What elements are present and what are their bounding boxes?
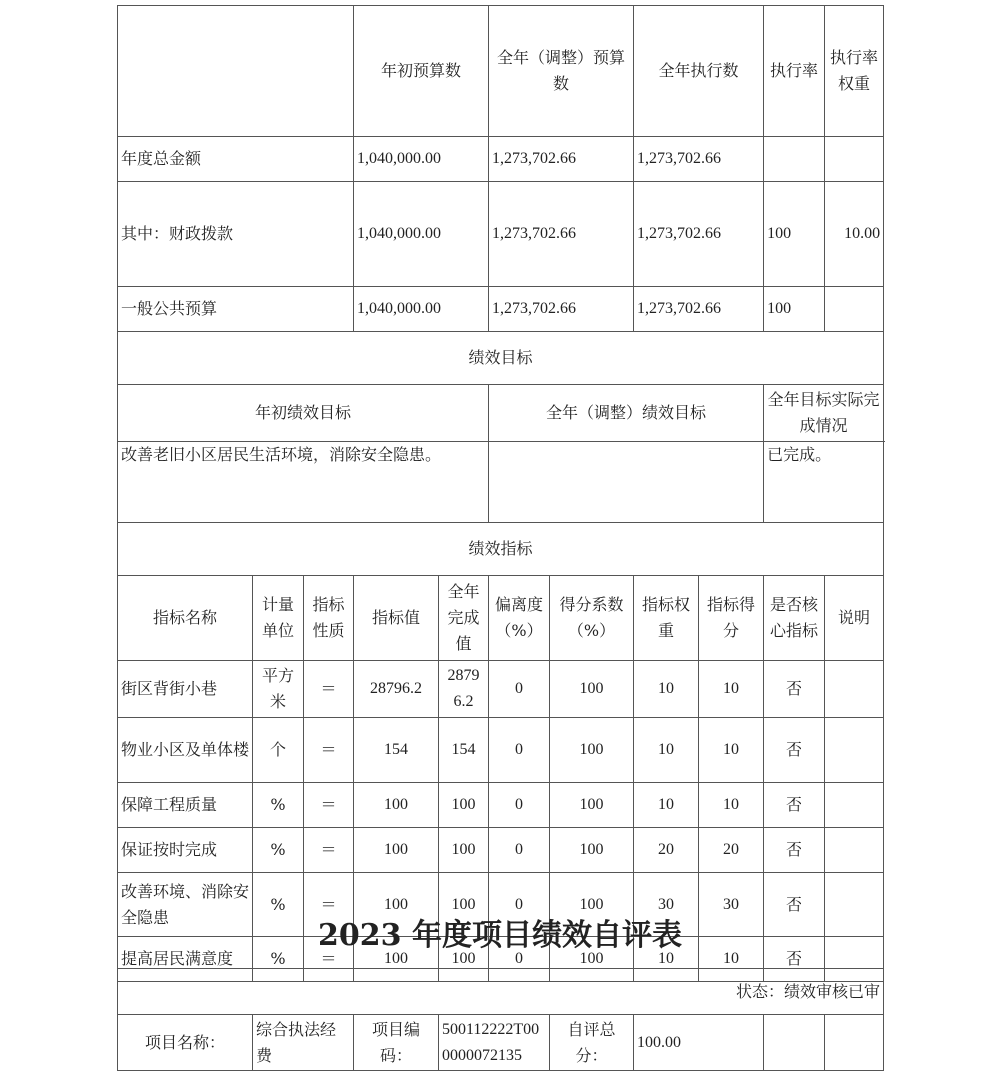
goals-header-initial: 年初绩效目标: [118, 385, 489, 442]
status-text: 状态：绩效审核已审: [118, 969, 884, 1015]
budget-weight: 10.00: [825, 182, 884, 287]
indicator-header-core: 是否核心指标: [764, 576, 825, 661]
indicator-note: [825, 783, 884, 828]
indicator-coefficient: 100: [550, 873, 634, 937]
indicator-deviation: 0: [489, 718, 550, 783]
indicator-name: 改善环境、消除安全隐患: [118, 873, 253, 937]
indicator-header-score: 指标得分: [699, 576, 764, 661]
indicator-core: 否: [764, 828, 825, 873]
indicator-value: 100: [354, 873, 439, 937]
empty-cell: [825, 1015, 884, 1071]
self-score-label: 自评总分：: [550, 1015, 634, 1071]
indicator-unit: %: [253, 828, 304, 873]
indicator-weight: 30: [634, 873, 699, 937]
actual-completion-text: 已完成。: [764, 442, 884, 523]
indicator-core: 否: [764, 718, 825, 783]
indicator-core: 否: [764, 783, 825, 828]
indicator-score: 20: [699, 828, 764, 873]
indicators-section-row: [118, 523, 884, 576]
indicator-done: 100: [439, 828, 489, 873]
goals-header-actual: 全年目标实际完成情况: [764, 385, 884, 442]
performance-table: [117, 5, 884, 982]
project-info-row: [118, 1015, 884, 1071]
adjusted-goal-text: [489, 442, 764, 523]
indicator-weight: 10: [634, 718, 699, 783]
indicator-name: 街区背街小巷: [118, 661, 253, 718]
budget-row-label: 一般公共预算: [118, 287, 354, 332]
indicator-core: 否: [764, 873, 825, 937]
status-row: [118, 969, 884, 1015]
indicator-header-deviation: 偏离度（%）: [489, 576, 550, 661]
budget-adjusted: 1,273,702.66: [489, 182, 634, 287]
indicator-coefficient: 100: [550, 828, 634, 873]
indicator-value: 100: [354, 937, 439, 982]
indicator-weight: 10: [634, 661, 699, 718]
indicator-nature: ＝: [304, 783, 354, 828]
indicator-unit: 平方米: [253, 661, 304, 718]
indicator-coefficient: 100: [550, 718, 634, 783]
indicator-deviation: 0: [489, 661, 550, 718]
project-name-label: 项目名称：: [118, 1015, 253, 1071]
indicator-coefficient: 100: [550, 937, 634, 982]
indicator-header-unit: 计量单位: [253, 576, 304, 661]
indicator-done: 100: [439, 873, 489, 937]
indicator-name: 保证按时完成: [118, 828, 253, 873]
indicator-header-done: 全年完成值: [439, 576, 489, 661]
indicator-header-nature: 指标性质: [304, 576, 354, 661]
budget-executed: 1,273,702.66: [634, 137, 764, 182]
indicator-score: 10: [699, 718, 764, 783]
project-code-label: 项目编码：: [354, 1015, 439, 1071]
indicator-value: 154: [354, 718, 439, 783]
budget-header-executed: 全年执行数: [634, 6, 764, 137]
budget-adjusted: 1,273,702.66: [489, 287, 634, 332]
budget-header-initial: 年初预算数: [354, 6, 489, 137]
budget-row: [118, 182, 884, 287]
indicator-unit: %: [253, 783, 304, 828]
budget-weight: [825, 287, 884, 332]
indicator-value: 100: [354, 783, 439, 828]
budget-header-rate: 执行率: [764, 6, 825, 137]
indicator-header-name: 指标名称: [118, 576, 253, 661]
indicator-name: 保障工程质量: [118, 783, 253, 828]
budget-row: [118, 287, 884, 332]
indicator-core: 否: [764, 937, 825, 982]
goals-header-row: [118, 385, 884, 442]
indicator-done: 100: [439, 937, 489, 982]
indicator-weight: 10: [634, 783, 699, 828]
indicator-row: [118, 661, 884, 718]
second-performance-table: [117, 968, 884, 1071]
budget-rate: [764, 137, 825, 182]
budget-header-blank: [118, 6, 354, 137]
indicator-nature: ＝: [304, 661, 354, 718]
indicator-nature: ＝: [304, 937, 354, 982]
indicator-coefficient: 100: [550, 661, 634, 718]
indicator-name: 物业小区及单体楼: [118, 718, 253, 783]
budget-executed: 1,273,702.66: [634, 287, 764, 332]
budget-header-weight: 执行率权重: [825, 6, 884, 137]
budget-row-label: 年度总金额: [118, 137, 354, 182]
indicator-coefficient: 100: [550, 783, 634, 828]
indicator-deviation: 0: [489, 783, 550, 828]
indicator-unit: %: [253, 873, 304, 937]
indicator-header-weight: 指标权重: [634, 576, 699, 661]
budget-header-row: [118, 6, 884, 137]
budget-initial: 1,040,000.00: [354, 182, 489, 287]
indicator-nature: ＝: [304, 718, 354, 783]
self-score-value: 100.00: [634, 1015, 764, 1071]
indicator-deviation: 0: [489, 937, 550, 982]
initial-goal-text: 改善老旧小区居民生活环境，消除安全隐患。: [118, 442, 489, 523]
indicator-score: 10: [699, 937, 764, 982]
goals-section-row: [118, 332, 884, 385]
indicator-done: 154: [439, 718, 489, 783]
goals-content-row: [118, 442, 884, 523]
indicator-done: 100: [439, 783, 489, 828]
indicator-done: 28796.2: [439, 661, 489, 718]
indicator-unit: %: [253, 937, 304, 982]
indicator-note: [825, 718, 884, 783]
indicator-core: 否: [764, 661, 825, 718]
budget-rate: 100: [764, 287, 825, 332]
indicators-section-title: 绩效指标: [118, 523, 884, 576]
budget-header-adjusted: 全年（调整）预算数: [489, 6, 634, 137]
budget-initial: 1,040,000.00: [354, 287, 489, 332]
project-name-value: 综合执法经费: [253, 1015, 354, 1071]
indicator-row: [118, 828, 884, 873]
indicator-note: [825, 828, 884, 873]
indicator-header-note: 说明: [825, 576, 884, 661]
indicator-header-value: 指标值: [354, 576, 439, 661]
indicator-deviation: 0: [489, 828, 550, 873]
indicator-row: [118, 718, 884, 783]
indicator-value: 28796.2: [354, 661, 439, 718]
indicator-name: 提高居民满意度: [118, 937, 253, 982]
indicator-weight: 20: [634, 828, 699, 873]
goals-section-title: 绩效目标: [118, 332, 884, 385]
budget-initial: 1,040,000.00: [354, 137, 489, 182]
indicator-score: 10: [699, 661, 764, 718]
project-code-value: 500112222T000000072135: [439, 1015, 550, 1071]
indicator-weight: 10: [634, 937, 699, 982]
budget-row-label: 其中：财政拨款: [118, 182, 354, 287]
budget-executed: 1,273,702.66: [634, 182, 764, 287]
budget-row: [118, 137, 884, 182]
budget-rate: 100: [764, 182, 825, 287]
empty-cell: [764, 1015, 825, 1071]
indicator-score: 10: [699, 783, 764, 828]
budget-weight: [825, 137, 884, 182]
indicator-header-coefficient: 得分系数（%）: [550, 576, 634, 661]
indicator-value: 100: [354, 828, 439, 873]
goals-header-adjusted: 全年（调整）绩效目标: [489, 385, 764, 442]
indicator-nature: ＝: [304, 873, 354, 937]
indicators-header-row: [118, 576, 884, 661]
indicator-note: [825, 661, 884, 718]
budget-adjusted: 1,273,702.66: [489, 137, 634, 182]
indicator-deviation: 0: [489, 873, 550, 937]
indicator-unit: 个: [253, 718, 304, 783]
indicator-row: [118, 783, 884, 828]
document-title: 2023 年度项目绩效自评表: [318, 918, 682, 953]
indicator-nature: ＝: [304, 828, 354, 873]
indicator-score: 30: [699, 873, 764, 937]
